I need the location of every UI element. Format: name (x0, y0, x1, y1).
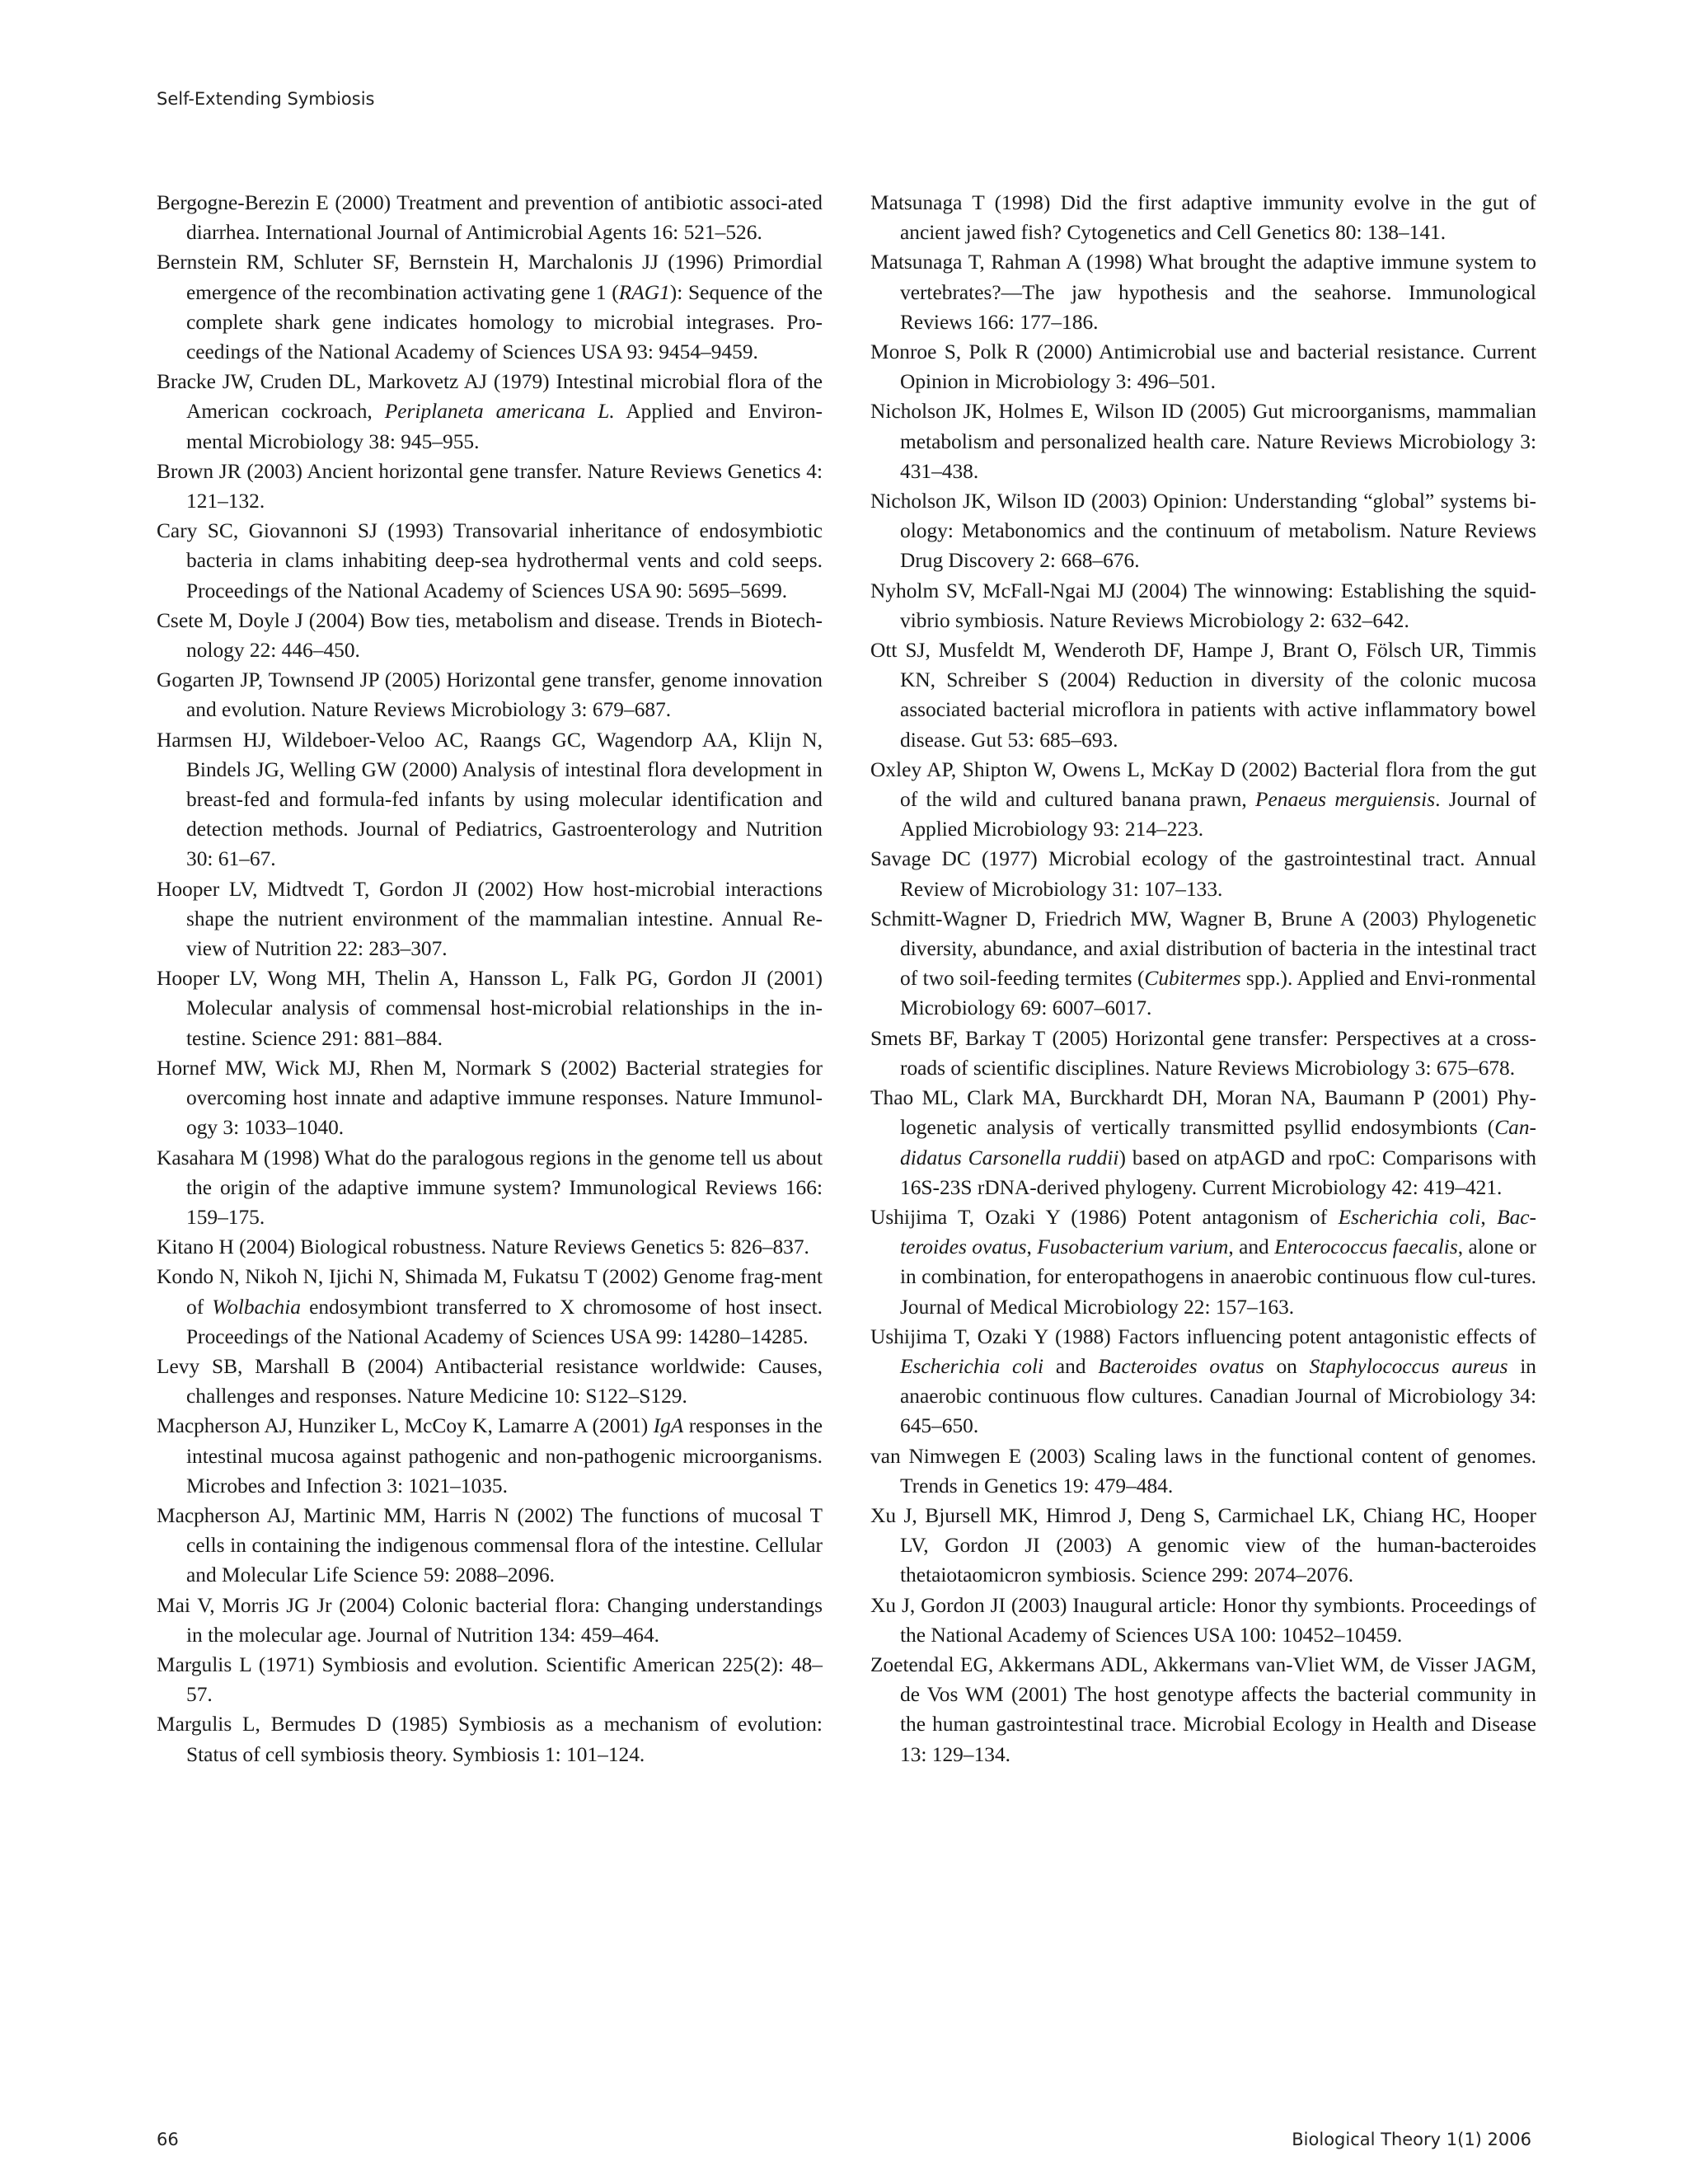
reference-entry (870, 755, 1536, 845)
running-head: Self-Extending Symbiosis (157, 89, 375, 109)
references-column-right (870, 188, 1536, 1769)
reference-text: Gogarten JP, Townsend JP (2005) Horizontal gene transfer, genome innovation and evolution. Nature Reviews Microbiology 3: 679–687. (157, 668, 823, 722)
reference-text: ): Sequence of the complete shark gene indicates homology to microbial integrases. Pro-ceedings of the National Academy of Sciences USA 93: 9454–9459. (186, 280, 823, 364)
reference-italic-text: Bacteroides ovatus (1098, 1354, 1264, 1378)
reference-entry (870, 1202, 1536, 1322)
reference-entry (157, 963, 823, 1053)
reference-text: Xu J, Bjursell MK, Himrod J, Deng S, Carmichael LK, Chiang HC, Hooper LV, Gordon JI (2003) A genomic view of the human-bacteroides thetaiotaomicron symbiosis. Science 299: 2074–2076. (870, 1503, 1536, 1587)
reference-text: on (1264, 1354, 1310, 1378)
reference-text: Nicholson JK, Wilson ID (2003) Opinion: Understanding “global” systems bi-ology: Metabonomics and the continuum of metabolism. Nature Reviews Drug Discovery 2: 668–676. (870, 490, 1536, 573)
reference-text: Bracke JW, Cruden DL, Markovetz AJ (1979) Intestinal microbial flora of the American cockroach, (157, 370, 823, 424)
reference-text: Smets BF, Barkay T (2005) Horizontal gene transfer: Perspectives at a cross-roads of scientific disciplines. Nature Reviews Microbiology 3: 675–678. (870, 1026, 1536, 1080)
reference-text: Hooper LV, Midtvedt T, Gordon JI (2002) How host-microbial interactions shape the nutrient environment of the mammalian intestine. Annual Re-view of Nutrition 22: 283–307. (157, 877, 823, 961)
reference-text: Matsunaga T (1998) Did the first adaptive immunity evolve in the gut of ancient jawed fish? Cytogenetics and Cell Genetics 80: 138–141. (870, 191, 1536, 245)
reference-entry (157, 367, 823, 457)
reference-text: Margulis L (1971) Symbiosis and evolution. Scientific American 225(2): 48–57. (157, 1652, 823, 1707)
reference-text: endosymbiont transferred to X chromosome of host insect. Proceedings of the National Academy of Sciences USA 99: 14280–14285. (186, 1295, 823, 1348)
reference-entry (157, 1232, 823, 1262)
reference-entry (157, 1143, 823, 1233)
reference-text: Macpherson AJ, Martinic MM, Harris N (2002) The functions of mucosal T cells in containing the indigenous commensal flora of the intestine. Cellular and Molecular Life Science 59: 2088–2096. (157, 1503, 823, 1587)
page-number: 66 (157, 2130, 179, 2149)
reference-text: Ushijima T, Ozaki Y (1986) Potent antagonism of (870, 1205, 1339, 1229)
reference-text: and (1043, 1354, 1099, 1378)
reference-text: Zoetendal EG, Akkermans ADL, Akkermans van-Vliet WM, de Visser JAGM, de Vos WM (2001) The host genotype affects the bacterial community in the human gastrointestinal trace. Microbial Ecology in Health and Disease 13: 129–134. (870, 1652, 1536, 1766)
reference-text: in anaerobic continuous flow cultures. Canadian Journal of Microbiology 34: 645–650. (900, 1354, 1536, 1438)
reference-entry (870, 844, 1536, 903)
reference-entry (870, 1083, 1536, 1202)
reference-text: van Nimwegen E (2003) Scaling laws in the functional content of genomes. Trends in Genetics 19: 479–484. (870, 1444, 1536, 1497)
reference-entry (157, 1352, 823, 1411)
reference-italic-text: Cubitermes (1144, 967, 1241, 991)
reference-text: Bernstein RM, Schluter SF, Bernstein H, Marchalonis JJ (1996) Primordial emergence of the recombination activating gene 1 ( (157, 251, 823, 304)
reference-italic-text: Can-didatus Carsonella ruddii (900, 1116, 1536, 1169)
reference-text: , and (1228, 1235, 1275, 1259)
reference-text: Macpherson AJ, Hunziker L, McCoy K, Lamarre A (2001) (157, 1414, 654, 1438)
reference-entry (870, 1650, 1536, 1769)
reference-text: Margulis L, Bermudes D (1985) Symbiosis as a mechanism of evolution: Status of cell symbiosis theory. Symbiosis 1: 101–124. (157, 1713, 823, 1766)
reference-text: , (1026, 1235, 1038, 1259)
reference-italic-text: Periplaneta americana L. (384, 400, 615, 424)
reference-entry (157, 725, 823, 874)
reference-entry (157, 1501, 823, 1591)
reference-entry (157, 516, 823, 606)
reference-text: Kasahara M (1998) What do the paralogous regions in the genome tell us about the origin of the adaptive immune system? Immunological Reviews 166: 159–175. (157, 1146, 823, 1229)
reference-entry (870, 486, 1536, 576)
reference-text: Thao ML, Clark MA, Burckhardt DH, Moran NA, Baumann P (2001) Phy-logenetic analysis of vertically transmitted psyllid endosymbionts ( (870, 1086, 1536, 1140)
reference-text: Harmsen HJ, Wildeboer-Veloo AC, Raangs GC, Wagendorp AA, Klijn N, Bindels JG, Welling GW (2000) Analysis of intestinal flora development in breast-fed and formula-fed infants by using molecular identification and detection methods. Journal of Pediatrics, Gastroenterology and Nutrition 30: 61–67. (157, 728, 823, 871)
reference-text: Oxley AP, Shipton W, Owens L, McKay D (2002) Bacterial flora from the gut of the wild and cultured banana prawn, (870, 757, 1536, 812)
reference-text: Ott SJ, Musfeldt M, Wenderoth DF, Hampe J, Brant O, Fölsch UR, Timmis KN, Schreiber S (2004) Reduction in diversity of the colonic mucosa associated bacterial microflora in patients with active inflammatory bowel disease. Gut 53: 685–693. (870, 639, 1536, 752)
reference-text: Savage DC (1977) Microbial ecology of the gastrointestinal tract. Annual Review of Microbiology 31: 107–133. (870, 847, 1536, 901)
reference-entry (157, 1650, 823, 1709)
reference-entry (157, 1053, 823, 1143)
reference-entry (157, 874, 823, 964)
reference-text: ) based on atpAGD and rpoC: Comparisons with 16S-23S rDNA-derived phylogeny. Current Microbiology 42: 419–421. (900, 1146, 1537, 1199)
reference-italic-text: Wolbachia (212, 1295, 301, 1319)
reference-text: Nyholm SV, McFall-Ngai MJ (2004) The winnowing: Establishing the squid-vibrio symbiosis. Nature Reviews Microbiology 2: 632–642. (870, 579, 1536, 632)
reference-italic-text: Penaeus merguiensis (1255, 788, 1436, 812)
reference-text: Hornef MW, Wick MJ, Rhen M, Normark S (2002) Bacterial strategies for overcoming host innate and adaptive immune responses. Nature Immunol-ogy 3: 1033–1040. (157, 1056, 823, 1140)
reference-italic-text: RAG1 (618, 280, 670, 304)
reference-italic-text: Escherichia coli (1338, 1205, 1481, 1229)
reference-entry (870, 576, 1536, 635)
reference-text: , alone or in combination, for enteropathogens in anaerobic continuous flow cul-tures. Journal of Medical Microbiology 22: 157–163. (900, 1235, 1536, 1319)
reference-entry (870, 635, 1536, 755)
reference-entry (870, 1024, 1536, 1083)
reference-entry (870, 1322, 1536, 1441)
reference-text: Schmitt-Wagner D, Friedrich MW, Wagner B, Brune A (2003) Phylogenetic diversity, abundance, and axial distribution of bacteria in the intestinal tract of two soil-feeding termites ( (870, 907, 1536, 991)
reference-entry (157, 665, 823, 724)
reference-entry (157, 606, 823, 665)
reference-entry (870, 337, 1536, 396)
reference-entry (870, 188, 1536, 247)
reference-italic-text: Staphylococcus aureus (1309, 1354, 1508, 1378)
reference-text: Brown JR (2003) Ancient horizontal gene transfer. Nature Reviews Genetics 4: 121–132. (157, 459, 823, 513)
reference-text: Mai V, Morris JG Jr (2004) Colonic bacterial flora: Changing understandings in the molecular age. Journal of Nutrition 134: 459–464. (157, 1593, 823, 1647)
reference-text: Csete M, Doyle J (2004) Bow ties, metabolism and disease. Trends in Biotech-nology 22: 446–450. (157, 608, 823, 663)
reference-text: Xu J, Gordon JI (2003) Inaugural article: Honor thy symbionts. Proceedings of the National Academy of Sciences USA 100: 10452–10459. (870, 1593, 1536, 1647)
reference-entry (157, 1262, 823, 1352)
reference-entry (870, 1501, 1536, 1591)
reference-text: Kondo N, Nikoh N, Ijichi N, Shimada M, Fukatsu T (2002) Genome frag-ment of (157, 1265, 823, 1319)
reference-entry (870, 904, 1536, 1024)
reference-text: Hooper LV, Wong MH, Thelin A, Hansson L, Falk PG, Gordon JI (2001) Molecular analysis of commensal host-microbial relationships in the in-testine. Science 291: 881–884. (157, 967, 823, 1050)
reference-italic-text: Bac-teroides ovatus (900, 1205, 1536, 1259)
reference-text: Levy SB, Marshall B (2004) Antibacterial resistance worldwide: Causes, challenges and responses. Nature Medicine 10: S122–S129. (157, 1354, 823, 1408)
reference-entry (870, 396, 1536, 486)
reference-text: , (1480, 1205, 1498, 1229)
reference-italic-text: Enterococcus faecalis (1274, 1235, 1458, 1259)
reference-entry (870, 1591, 1536, 1650)
reference-text: Monroe S, Polk R (2000) Antimicrobial use and bacterial resistance. Current Opinion in Microbiology 3: 496–501. (870, 340, 1536, 394)
reference-text: responses in the intestinal mucosa against pathogenic and non-pathogenic microorganisms. Microbes and Infection 3: 1021–1035. (186, 1414, 823, 1497)
references-column-left (157, 188, 823, 1769)
reference-entry (157, 188, 823, 247)
reference-text: Nicholson JK, Holmes E, Wilson ID (2005) Gut microorganisms, mammalian metabolism and personalized health care. Nature Reviews Microbiology 3: 431–438. (870, 400, 1536, 483)
reference-entry (157, 1411, 823, 1501)
reference-entry (157, 1709, 823, 1769)
reference-text: . Journal of Applied Microbiology 93: 214–223. (900, 788, 1536, 841)
reference-entry (870, 1441, 1536, 1501)
reference-italic-text: Escherichia coli (900, 1354, 1044, 1378)
reference-entry (157, 1591, 823, 1650)
reference-entry (870, 247, 1536, 337)
reference-text: spp.). Applied and Envi-ronmental Microbiology 69: 6007–6017. (900, 967, 1536, 1020)
reference-italic-text: Fusobacterium varium (1037, 1235, 1229, 1259)
reference-entry (157, 457, 823, 516)
reference-entry (157, 247, 823, 367)
reference-text: Matsunaga T, Rahman A (1998) What brought the adaptive immune system to vertebrates?—The jaw hypothesis and the seahorse. Immunological Reviews 166: 177–186. (870, 251, 1536, 334)
reference-text: Applied and Environ-mental Microbiology 38: 945–955. (186, 400, 823, 453)
reference-italic-text: IgA (653, 1414, 684, 1438)
reference-text: Bergogne-Berezin E (2000) Treatment and prevention of antibiotic associ-ated diarrhea. International Journal of Antimicrobial Agents 16: 521–526. (157, 191, 823, 245)
journal-citation: Biological Theory 1(1) 2006 (1292, 2130, 1531, 2149)
reference-text: Ushijima T, Ozaki Y (1988) Factors influencing potent antagonistic effects of (870, 1324, 1536, 1348)
reference-text: Kitano H (2004) Biological robustness. Nature Reviews Genetics 5: 826–837. (157, 1235, 809, 1259)
reference-text: Cary SC, Giovannoni SJ (1993) Transovarial inheritance of endosymbiotic bacteria in clams inhabiting deep-sea hydrothermal vents and cold seeps. Proceedings of the National Academy of Sciences USA 90: 5695–5699. (157, 519, 823, 602)
